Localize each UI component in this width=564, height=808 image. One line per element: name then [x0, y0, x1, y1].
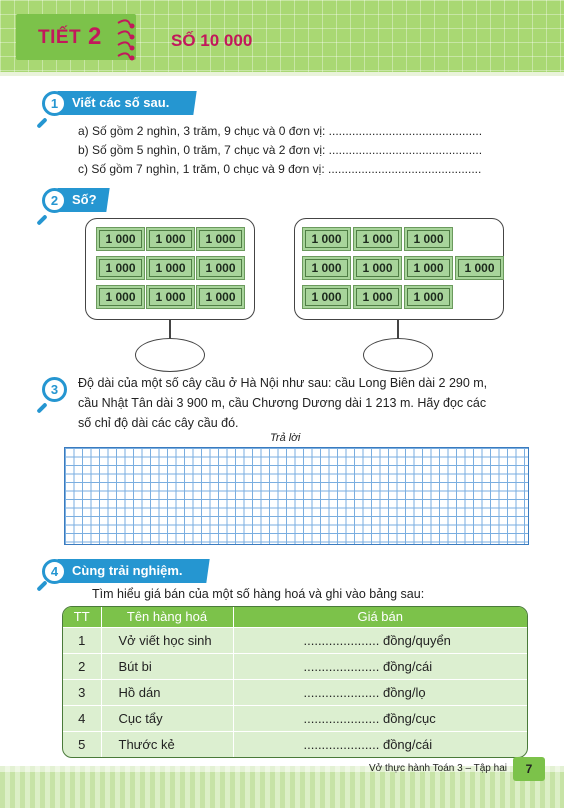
magnifier-handle-icon	[36, 580, 47, 591]
table-row	[63, 653, 527, 679]
money-note-1000: 1 000	[302, 256, 351, 280]
row-item: Hồ dán	[101, 679, 233, 705]
table-row	[63, 731, 527, 757]
money-note-1000: 1 000	[302, 227, 351, 251]
exercise-3-line-2: cầu Nhật Tân dài 3 900 m, cầu Chương Dương dài 1 213 m. Hãy đọc các	[78, 396, 487, 410]
row-price-blank[interactable]: ..................... đồng/lọ	[233, 679, 527, 705]
row-item: Thước kẻ	[101, 731, 233, 757]
exercise-1c: c) Số gồm 7 nghìn, 1 trăm, 0 chục và 9 đơn vị: ..............................................	[78, 162, 482, 176]
magnifier-handle-icon	[36, 117, 47, 128]
table-header-tt: TT	[63, 607, 101, 627]
money-note-1000: 1 000	[404, 227, 453, 251]
money-note-1000: 1 000	[196, 256, 245, 280]
money-note-1000: 1 000	[404, 256, 453, 280]
money-note-1000: 1 000	[146, 227, 195, 251]
row-index: 4	[63, 705, 101, 731]
lesson-title: SỐ 10 000	[171, 31, 253, 50]
section-3-number: 3	[42, 377, 67, 402]
money-note-1000: 1 000	[96, 227, 145, 251]
money-note-1000: 1 000	[302, 285, 351, 309]
money-note-1000: 1 000	[196, 285, 245, 309]
row-price-blank[interactable]: ..................... đồng/quyển	[233, 627, 527, 653]
row-price-blank[interactable]: ..................... đồng/cái	[233, 653, 527, 679]
lesson-label: TIẾT	[38, 27, 82, 48]
exercise-4-instruction: Tìm hiểu giá bán của một số hàng hoá và ghi vào bảng sau:	[92, 587, 425, 601]
section-4-title: Cùng trải nghiệm.	[54, 559, 209, 583]
table-row	[63, 679, 527, 705]
price-table	[62, 606, 528, 758]
magnifier-handle-icon	[36, 214, 47, 225]
section-2-title: Số?	[54, 188, 109, 212]
money-note-1000: 1 000	[96, 285, 145, 309]
money-note-1000: 1 000	[353, 285, 402, 309]
page-number: 7	[513, 757, 545, 781]
exercise-1a: a) Số gồm 2 nghìn, 3 trăm, 9 chục và 0 đơn vị: ..............................................	[78, 124, 483, 138]
book-title: Vở thực hành Toán 3 – Tập hai	[369, 763, 507, 774]
exercise-3-line-1: Độ dài của một số cây cầu ở Hà Nội như sau: cầu Long Biên dài 2 290 m,	[78, 376, 488, 390]
row-item: Vở viết học sinh	[101, 627, 233, 653]
section-2-number: 2	[42, 188, 67, 213]
money-note-1000: 1 000	[353, 256, 402, 280]
section-4-number: 4	[42, 559, 67, 584]
row-index: 2	[63, 653, 101, 679]
row-index: 3	[63, 679, 101, 705]
table-header-price: Giá bán	[233, 607, 527, 627]
row-item: Cục tẩy	[101, 705, 233, 731]
money-note-1000: 1 000	[404, 285, 453, 309]
money-note-1000: 1 000	[196, 227, 245, 251]
spiral-binding-icon	[114, 17, 138, 61]
section-1-title: Viết các số sau.	[54, 91, 196, 115]
exercise-3-line-3: số chỉ độ dài các cây cầu đó.	[78, 416, 239, 430]
lesson-number: 2	[88, 23, 102, 50]
row-price-blank[interactable]: ..................... đồng/cái	[233, 731, 527, 757]
magnifier-handle-icon	[36, 402, 47, 413]
table-row	[63, 627, 527, 653]
money-note-1000: 1 000	[353, 227, 402, 251]
money-note-1000: 1 000	[146, 256, 195, 280]
exercise-1b: b) Số gồm 5 nghìn, 0 trăm, 7 chục và 2 đơn vị: ..............................................	[78, 143, 483, 157]
row-item: Bút bi	[101, 653, 233, 679]
answer-label: Trả lời	[270, 432, 301, 444]
table-row	[63, 705, 527, 731]
row-index: 1	[63, 627, 101, 653]
answer-grid[interactable]	[64, 447, 529, 545]
row-index: 5	[63, 731, 101, 757]
money-note-1000: 1 000	[455, 256, 504, 280]
header-divider	[0, 72, 564, 76]
board-base	[363, 338, 433, 372]
section-1-number: 1	[42, 91, 67, 116]
table-header-item: Tên hàng hoá	[101, 607, 233, 627]
money-note-1000: 1 000	[146, 285, 195, 309]
money-note-1000: 1 000	[96, 256, 145, 280]
board-base	[135, 338, 205, 372]
row-price-blank[interactable]: ..................... đồng/cục	[233, 705, 527, 731]
